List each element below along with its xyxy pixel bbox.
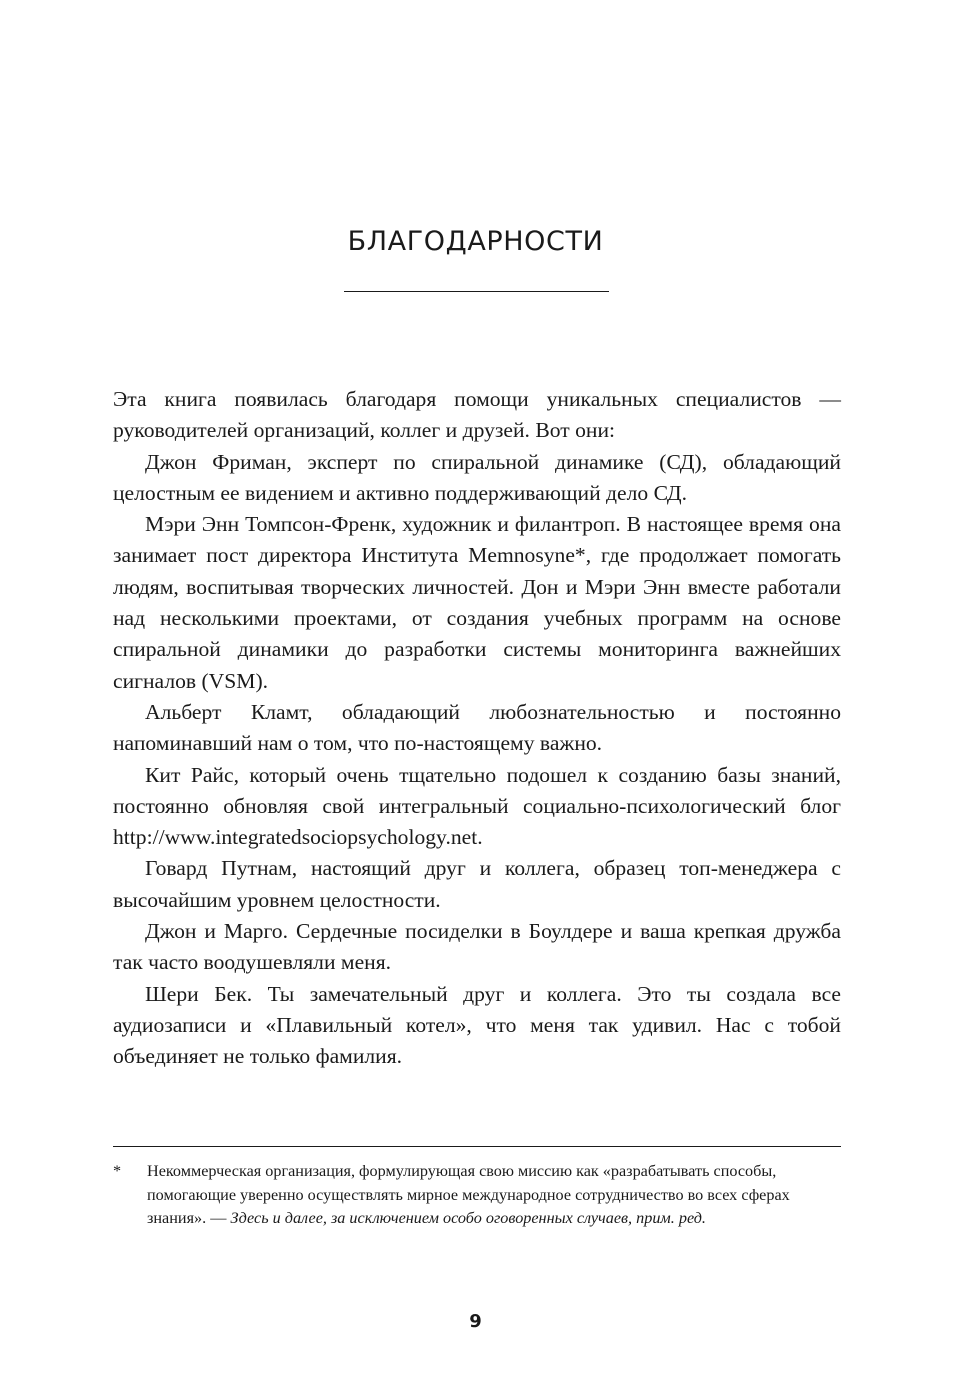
paragraph-klamt: Альберт Кламт, обладающий любознательностью и постоянно напоминавший нам о том, что по-настоящему важно.	[113, 699, 841, 756]
footnote-body	[147, 1160, 841, 1231]
footnote-divider	[113, 1146, 841, 1147]
paragraph-john-margo: Джон и Марго. Сердечные посиделки в Боулдере и ваша крепкая дружба так часто воодушевляли меня.	[113, 919, 841, 975]
paragraph-rice: Кит Райс, который очень тщательно подошел к созданию базы знаний, постоянно обновляя свой интегральный социально-психологический блог http://www.integratedsociopsychology.net.	[113, 762, 841, 850]
title-divider	[344, 291, 609, 292]
page-number: 9	[469, 1311, 482, 1332]
footnote	[113, 1160, 841, 1231]
paragraph-freeman: Джон Фриман, эксперт по спиральной динамике (СД), обладающий целостным ее видением и активно поддерживающий дело СД.	[113, 449, 841, 505]
paragraph-putnam: Говард Путнам, настоящий друг и коллега, образец топ-менеджера с высочайшим уровнем целостности.	[113, 856, 841, 912]
footnote-editor-note: Здесь и далее, за исключением особо оговоренных случаев, прим. ред.	[230, 1209, 706, 1227]
main-text	[113, 384, 841, 1073]
footnote-marker: *	[113, 1162, 122, 1180]
paragraph-thompson-frank: Мэри Энн Томпсон-Френк, художник и филантроп. В настоящее время она занимает пост директора Института Memnosyne*, где продолжает помогать людям, воспитывая творческих личностей. Дон и Мэри Энн вместе работали над несколькими проектами, от создания учебных программ на основе спиральной динамики до разработки системы мониторинга важнейших сигналов (VSM).	[113, 512, 841, 693]
page-title: БЛАГОДАРНОСТИ	[347, 226, 604, 257]
paragraph-intro: Эта книга появилась благодаря помощи уникальных специалистов — руководителей организаций, коллег и друзей. Вот они:	[113, 387, 841, 443]
footnote-text: Некоммерческая организация, формулирующая свою миссию как «разрабатывать способы, помогающие уверенно осуществлять мирное международное сотрудничество во всех сферах знания». —	[147, 1162, 790, 1227]
paragraph-sheri-beck: Шери Бек. Ты замечательный друг и коллега. Это ты создала все аудиозаписи и «Плавильный котел», что меня так удивил. Нас с тобой объединяет не только фамилия.	[113, 981, 841, 1069]
